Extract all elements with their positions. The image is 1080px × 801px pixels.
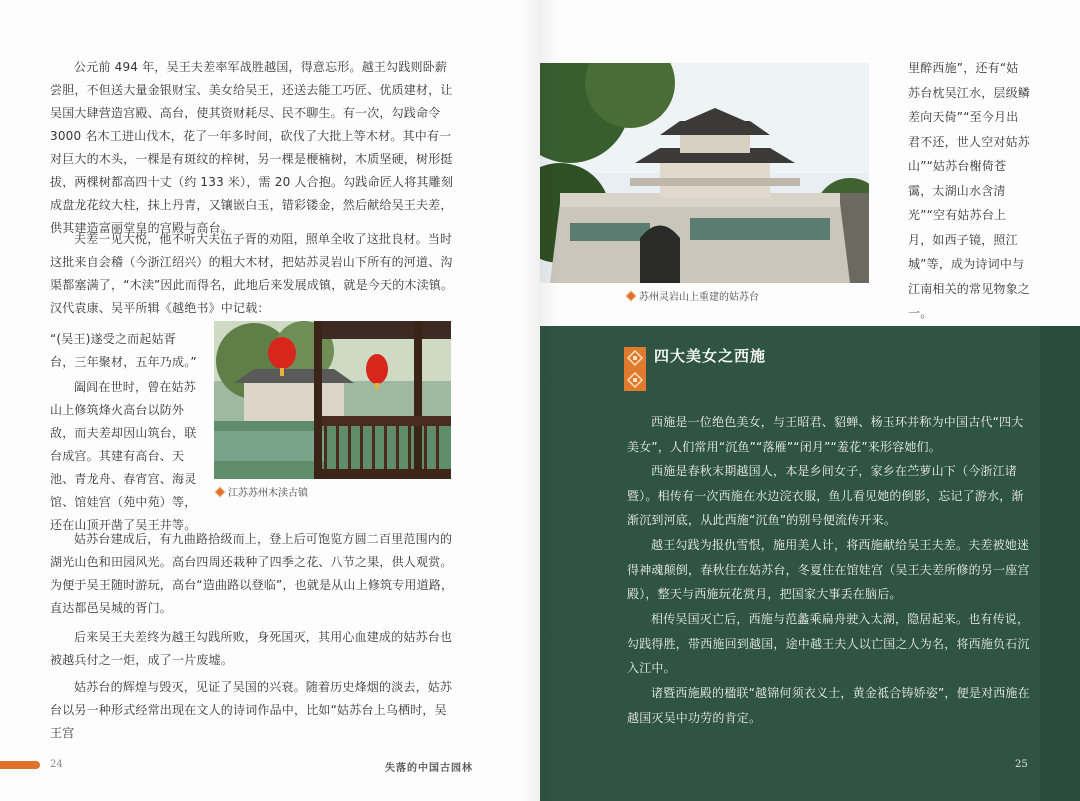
sidebar-paragraph-2: 西施是春秋末期越国人，本是乡间女子，家乡在苎萝山下（今浙江诸暨）。相传有一次西施在水边浣衣服，鱼儿看见她的倒影，忘记了游水，渐渐沉到河底，从此西施“沉鱼”的别号便流传开来。 — [627, 464, 1024, 527]
book-title: 失落的中国古园林 — [385, 763, 473, 774]
caption-text: 苏州灵岩山上重建的姑苏台 — [639, 292, 759, 303]
left-paragraph-2: 夫差一见大悦，他不听大夫伍子胥的劝阻，照单全收了这批良材。当时这批来自会稽（今浙江绍兴）的粗大木材，把姑苏灵岩山下所有的河道、沟渠都塞满了，“木渎”因此而得名，此地后来发展成镇，就是今天的木渎镇。汉代袁康、吴平所辑《越绝书》中记载： — [50, 232, 454, 315]
sidebar-paragraph-5: 诸暨西施殿的楹联“越锦何须衣义士，黄金祗合铸娇姿”，便是对西施在越国灭吴中功劳的肯定。 — [627, 686, 1030, 725]
right-side-text: 里醉西施”，还有“姑苏台枕吴江水，层级鳞差向天倚”“至今月出君不还，世人空对姑苏山”“姑苏台榭倚苍霭，太湖山水含清光”“空有姑苏台上月，如西子镜，照江城”等，成为诗词中与江南相关的常见物象之一。 — [908, 61, 1031, 320]
ornament-icon — [624, 347, 646, 391]
book-gutter-shadow — [520, 0, 560, 801]
sidebar-paragraph-4: 相传吴国灭亡后，西施与范蠡乘扁舟驶入太湖，隐居起来。也有传说，勾践得胜，带西施回到越国，途中越王夫人以亡国之人为名，将西施负石沉入江中。 — [627, 612, 1030, 675]
page-number-right: 25 — [1015, 759, 1028, 770]
sidebar-title: 四大美女之西施 — [654, 347, 767, 365]
left-paragraph-1: 公元前 494 年，吴王夫差率军战胜越国，得意忘形。越王勾践则卧薪尝胆，不但送大量金银财宝、美女给吴王，还送去能工巧匠、优质建材，让吴国大肆营造宫殿、高台，使其资财耗尽、民不聊生。有一次，勾践命令 3000 名木工进山伐木，花了一年多时间，砍伐了大批上等木材。其中有一对巨大的木头，一棵是有斑纹的梓树，另一棵是楩楠树，木质坚硬，树形挺拔，两棵树都高四十丈（约 133 米），需 20 人合抱。勾践命匠人将其雕刻成盘龙花纹大柱，抹上丹青，又镶嵌白玉，错彩镂金，然后献给吴王夫差，供其建造富丽堂皇的宫殿与高台。 — [50, 60, 454, 235]
left-paragraph-6: 姑苏台的辉煌与毁灭，见证了吴国的兴衰。随着历史烽烟的淡去，姑苏台以另一种形式经常出现在文人的诗词作品中，比如“姑苏台上乌栖时，吴王宫 — [50, 680, 453, 740]
mudu-photo-caption — [216, 484, 308, 499]
mudu-town-photo — [214, 321, 451, 479]
sidebar-edge — [1040, 326, 1080, 801]
gusu-photo-caption — [627, 288, 759, 303]
caption-bullet-icon — [625, 290, 636, 301]
gusu-tower-photo — [540, 63, 869, 283]
sidebar-paragraph-1: 西施是一位绝色美女，与王昭君、貂蝉、杨玉环并称为中国古代“四大美女”，人们常用“沉鱼”“落雁”“闭月”“羞花”来形容她们。 — [627, 415, 1024, 454]
footer-accent-bar — [0, 761, 40, 769]
left-quote: “(吴王)遂受之而起姑胥台，三年聚材，五年乃成。” — [50, 332, 197, 369]
caption-bullet-icon — [214, 486, 225, 497]
left-paragraph-3: 阖闾在世时，曾在姑苏山上修筑烽火高台以防外敌，而夫差却因山筑台，联台成宫。其建有高台、天池、青龙舟、春宵宫、海灵馆、馆娃宫（苑中苑）等，还在山顶开凿了吴王井等。 — [50, 380, 197, 532]
left-paragraph-5: 后来吴王夫差终为越王勾践所败，身死国灭，其用心血建成的姑苏台也被越兵付之一炬，成了一片废墟。 — [50, 630, 453, 667]
caption-text: 江苏苏州木渎古镇 — [228, 488, 308, 499]
left-paragraph-4: 姑苏台建成后，有九曲路拾级而上，登上后可饱览方圆二百里范围内的湖光山色和田园风光。高台四周还栽种了四季之花、八节之果，供人观赏。为便于吴王随时游玩，高台“造曲路以登临”，也就是从山上修筑专用道路，直达都邑吴城的胥门。 — [50, 532, 454, 615]
page-number-left: 24 — [50, 759, 63, 770]
sidebar-paragraph-3: 越王勾践为报仇雪恨，施用美人计，将西施献给吴王夫差。夫差被她迷得神魂颠倒，春秋住在姑苏台，冬夏住在馆娃宫（吴王夫差所修的另一座宫殿），整天与西施玩花赏月，把国家大事丢在脑后。 — [627, 538, 1030, 601]
